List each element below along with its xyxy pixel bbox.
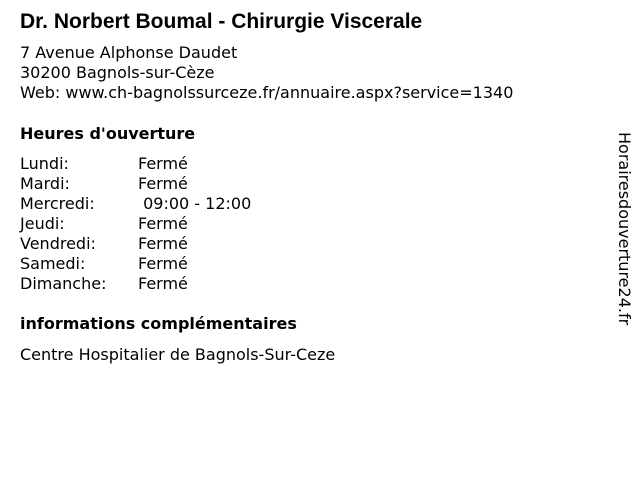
hours-value: Fermé bbox=[138, 254, 188, 273]
hours-row-sunday bbox=[20, 274, 380, 294]
hours-row-saturday bbox=[20, 254, 380, 274]
hours-row-thursday bbox=[20, 214, 380, 234]
hours-row-tuesday bbox=[20, 174, 380, 194]
page-title: Dr. Norbert Boumal - Chirurgie Viscerale bbox=[20, 10, 423, 33]
brand-watermark: Horairesdouverture24.fr bbox=[615, 132, 634, 326]
info-text: Centre Hospitalier de Bagnols-Sur-Ceze bbox=[20, 345, 336, 364]
hours-table bbox=[20, 154, 380, 294]
address-street: 7 Avenue Alphonse Daudet bbox=[20, 43, 238, 62]
day-label: Jeudi: bbox=[20, 214, 65, 233]
address-city: 30200 Bagnols-sur-Cèze bbox=[20, 63, 215, 82]
day-label: Mardi: bbox=[20, 174, 70, 193]
hours-value: Fermé bbox=[138, 234, 188, 253]
hours-value: Fermé bbox=[138, 174, 188, 193]
hours-value: Fermé bbox=[138, 274, 188, 293]
hours-row-friday bbox=[20, 234, 380, 254]
hours-row-monday bbox=[20, 154, 380, 174]
website-text: Web: www.ch-bagnolssurceze.fr/annuaire.aspx?service=1340 bbox=[20, 83, 514, 102]
day-label: Lundi: bbox=[20, 154, 69, 173]
hours-row-wednesday bbox=[20, 194, 380, 214]
address-block bbox=[20, 43, 513, 103]
hours-value: 09:00 - 12:00 bbox=[138, 194, 252, 213]
day-label: Vendredi: bbox=[20, 234, 96, 253]
hours-heading: Heures d'ouverture bbox=[20, 124, 196, 143]
day-label: Mercredi: bbox=[20, 194, 95, 213]
hours-value: Fermé bbox=[138, 154, 188, 173]
day-label: Dimanche: bbox=[20, 274, 107, 293]
day-label: Samedi: bbox=[20, 254, 86, 273]
hours-value: Fermé bbox=[138, 214, 188, 233]
info-heading: informations complémentaires bbox=[20, 314, 297, 333]
